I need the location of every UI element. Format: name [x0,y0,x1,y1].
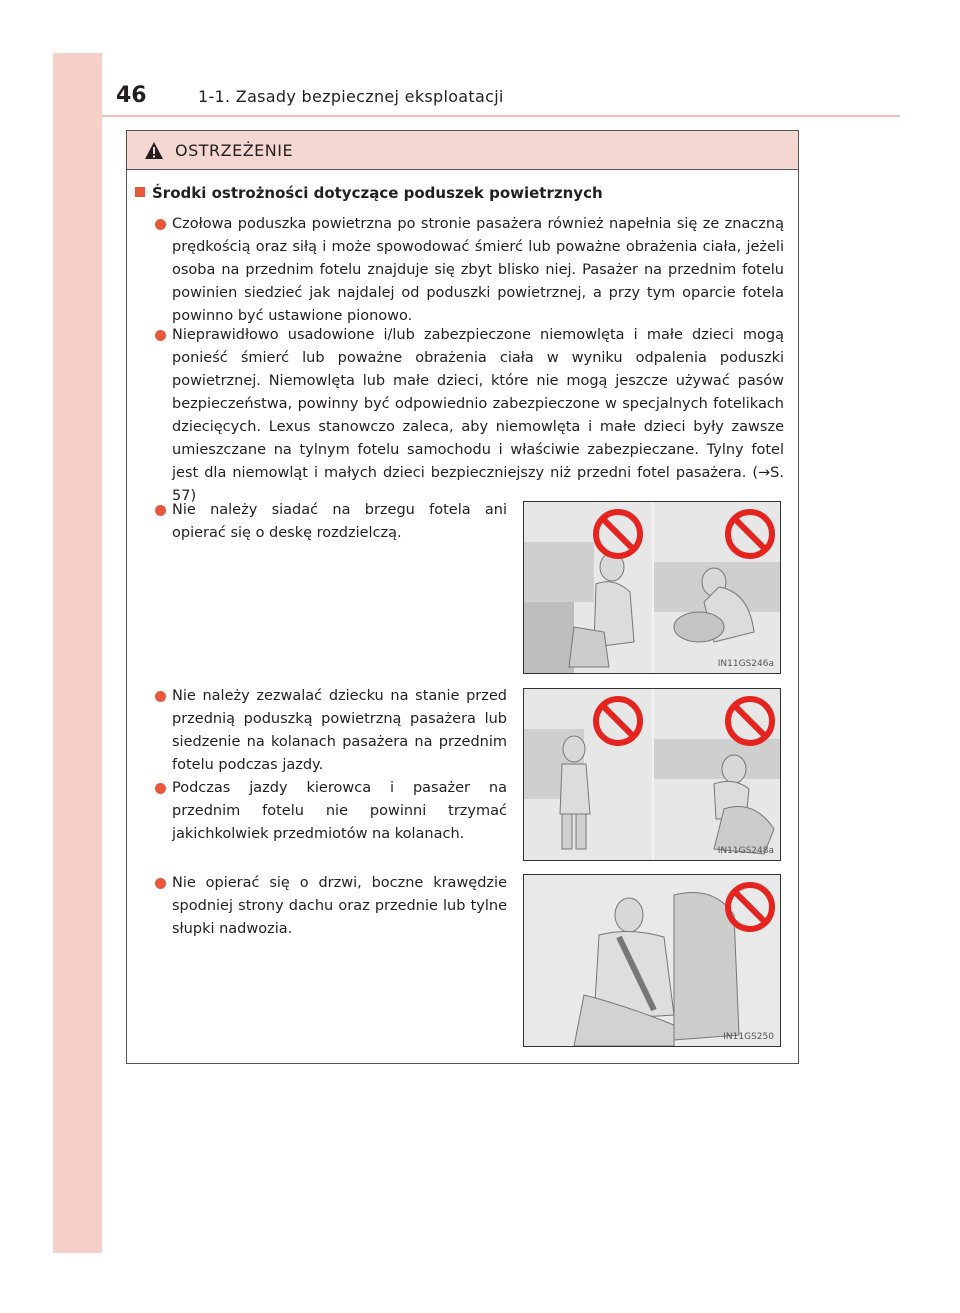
page-header [102,53,900,115]
bullet-text: Czołowa poduszka powietrzna po stronie pasażera również napełnia się ze znaczną prędkością oraz siłą i może spowodować śmierć lub poważne obrażenia ciała, jeżeli osoba na przednim fotelu znajduje się zbyt blisko niej. Pasażer na przednim fotelu powinien siedzieć jak najdalej od poduszki powietrznej, a przy tym oparcie fotela powinno być ustawione pionowo. [172,216,784,324]
page-number: 46 [116,83,147,108]
bullet-item [172,324,784,508]
illustration-leaning-on-door [523,874,781,1047]
bullet-dot-icon [155,505,166,516]
bullet-dot-icon [155,691,166,702]
figure-code: IN11GS246a [717,659,774,669]
section-square-icon [135,187,145,197]
prohibition-icon [724,695,776,747]
section-title-text: Środki ostrożności dotyczące poduszek powietrznych [152,184,603,202]
bullet-text: Nieprawidłowo usadowione i/lub zabezpieczone niemowlęta i małe dzieci mogą ponieść śmierć lub poważne obrażenia ciała w wyniku odpalenia poduszki powietrznej. Niemowlęta lub małe dzieci, które nie mogą jeszcze używać pasów bezpieczeństwa, powinny być odpowiednio zabezpieczone w specjalnych fotelikach dziecięcych. Lexus stanowczo zaleca, aby niemowlęta i małe dzieci były zawsze umieszczane na tylnym fotelu samochodu i właściwie zabezpieczane. Tylny fotel jest dla niemowląt i małych dzieci bezpieczniejszy niż przedni fotel pasażera. (→S. 57) [172,327,784,504]
prohibition-icon [724,881,776,933]
bullet-dot-icon [155,783,166,794]
bullet-text: Nie należy siadać na brzegu fotela ani opierać się o deskę rozdzielczą. [172,502,507,541]
figure-code: IN11GS250 [723,1032,774,1042]
bullet-dot-icon [155,878,166,889]
bullet-item [172,499,507,545]
warning-header [127,131,798,170]
chapter-title: 1-1. Zasady bezpiecznej eksploatacji [198,87,504,106]
bullet-item [172,872,507,941]
bullet-dot-icon [155,219,166,230]
bullet-text: Nie opierać się o drzwi, boczne krawędzie spodniej strony dachu oraz przednie lub tylne słupki nadwozia. [172,875,507,937]
illustration-edge-of-seat [523,501,781,674]
warning-icon [144,141,164,161]
prohibition-icon [592,695,644,747]
header-rule [102,115,900,117]
bullet-text: Podczas jazdy kierowca i pasażer na przednim fotelu nie powinni trzymać jakichkolwiek przedmiotów na kolanach. [172,780,507,842]
bullet-dot-icon [155,330,166,341]
bullet-item [172,685,507,777]
prohibition-icon [592,508,644,560]
side-color-strip [53,53,102,1253]
prohibition-icon [724,508,776,560]
bullet-text: Nie należy zezwalać dziecku na stanie przed przednią poduszką powietrzną pasażera lub siedzenie na kolanach pasażera na przednim fotelu podczas jazdy. [172,688,507,773]
figure-code: IN11GS248a [717,846,774,856]
section-title [135,184,603,202]
warning-title: OSTRZEŻENIE [175,141,294,160]
illustration-child-passenger [523,688,781,861]
bullet-item [172,777,507,846]
bullet-item [172,213,784,328]
warning-box [126,130,799,1064]
